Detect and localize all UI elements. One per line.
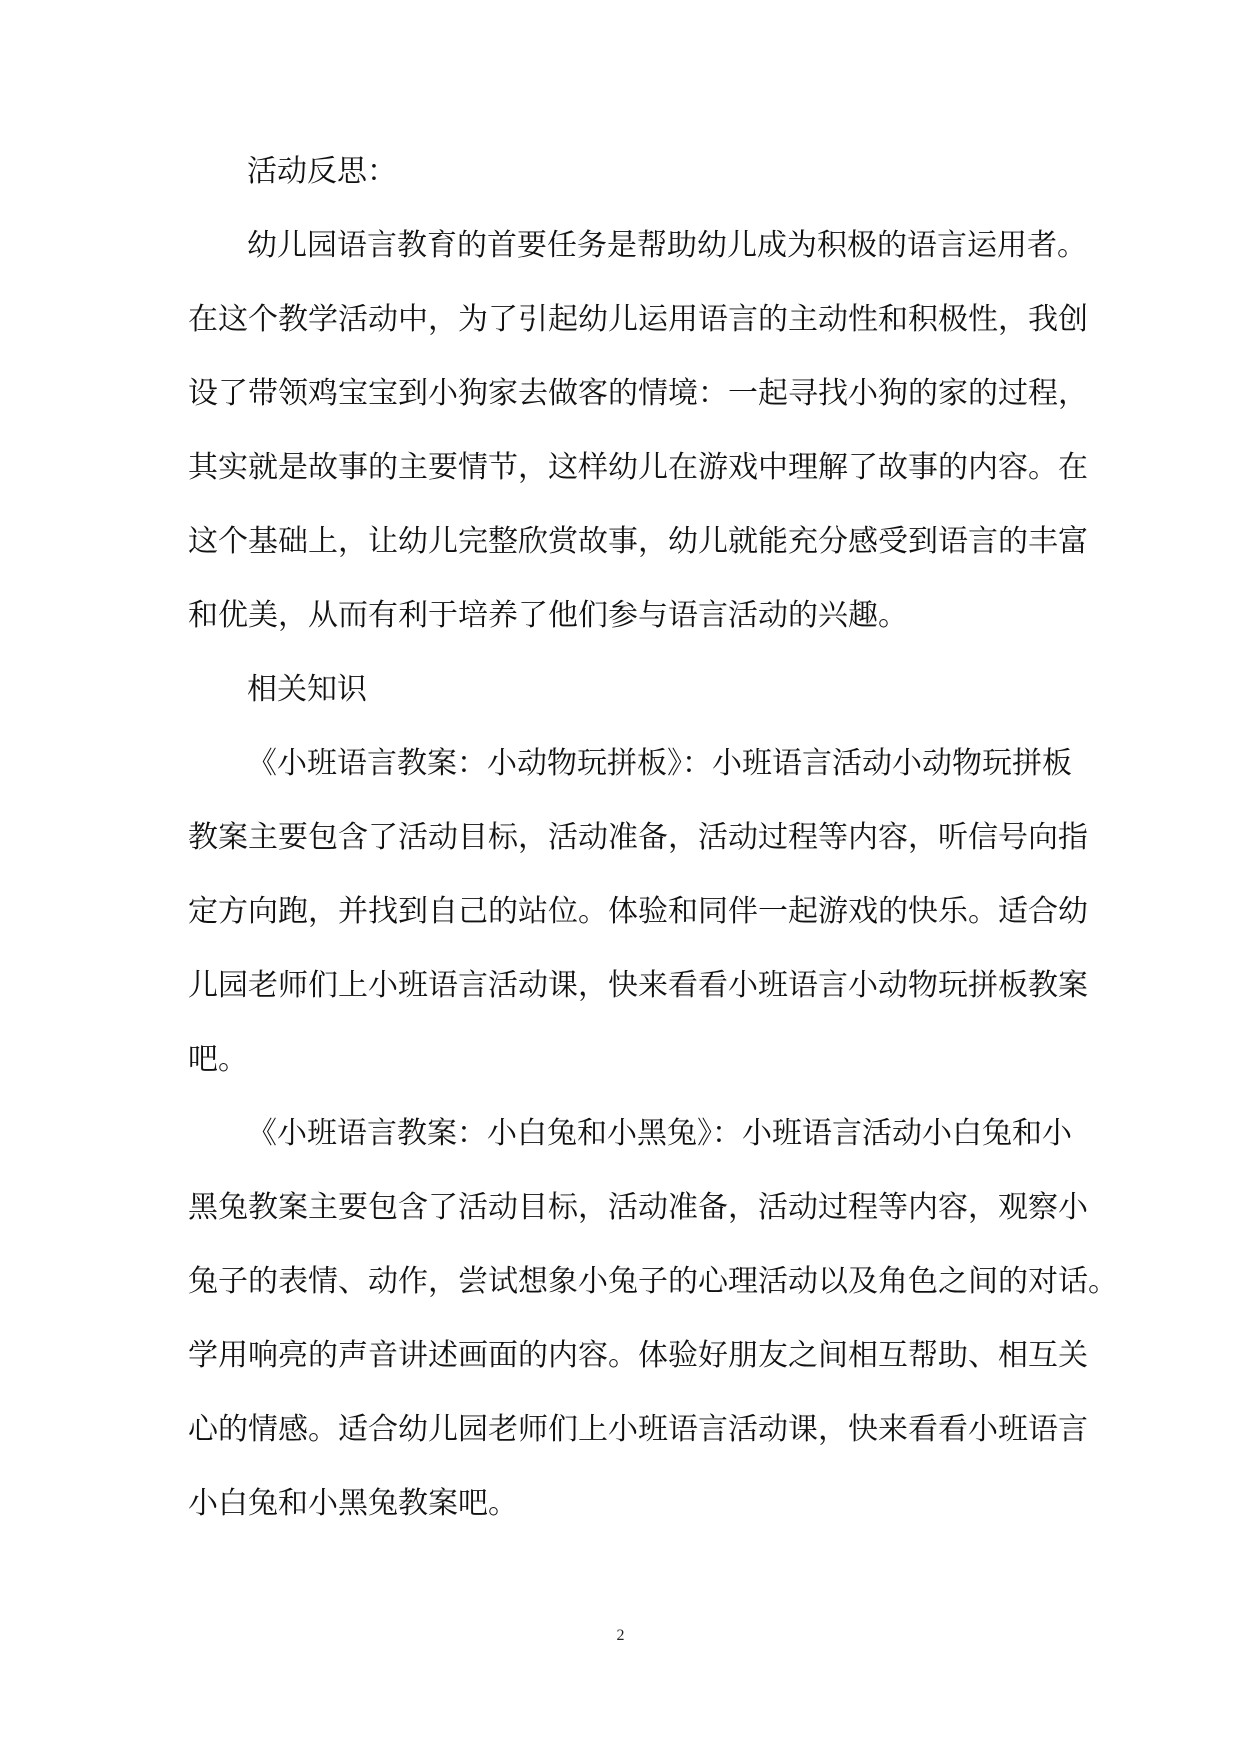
paragraph-line: 这个基础上，让幼儿完整欣赏故事，幼儿就能充分感受到语言的丰富	[188, 524, 1088, 559]
paragraph-line: 和优美，从而有利于培养了他们参与语言活动的兴趣。	[188, 598, 908, 633]
heading-related-knowledge: 相关知识	[247, 672, 367, 707]
paragraph-line: 心的情感。适合幼儿园老师们上小班语言活动课，快来看看小班语言	[188, 1412, 1088, 1447]
paragraph-line: 儿园老师们上小班语言活动课，快来看看小班语言小动物玩拼板教案	[188, 968, 1088, 1003]
paragraph-line: 在这个教学活动中，为了引起幼儿运用语言的主动性和积极性，我创	[188, 302, 1088, 337]
paragraph-line: 幼儿园语言教育的首要任务是帮助幼儿成为积极的语言运用者。	[247, 228, 1087, 263]
paragraph-line: 小白兔和小黑兔教案吧。	[188, 1486, 518, 1521]
paragraph-line: 吧。	[188, 1042, 248, 1077]
paragraph-line: 《小班语言教案：小动物玩拼板》：小班语言活动小动物玩拼板	[247, 746, 1072, 781]
paragraph-line: 黑兔教案主要包含了活动目标，活动准备，活动过程等内容，观察小	[188, 1190, 1088, 1225]
paragraph-line: 教案主要包含了活动目标，活动准备，活动过程等内容，听信号向指	[188, 820, 1088, 855]
paragraph-line: 学用响亮的声音讲述画面的内容。体验好朋友之间相互帮助、相互关	[188, 1338, 1088, 1373]
paragraph-line: 《小班语言教案：小白兔和小黑兔》：小班语言活动小白兔和小	[247, 1116, 1072, 1151]
paragraph-line: 其实就是故事的主要情节，这样幼儿在游戏中理解了故事的内容。在	[188, 450, 1088, 485]
paragraph-line: 设了带领鸡宝宝到小狗家去做客的情境：一起寻找小狗的家的过程，	[188, 376, 1088, 411]
paragraph-line: 定方向跑，并找到自己的站位。体验和同伴一起游戏的快乐。适合幼	[188, 894, 1088, 929]
page-number: 2	[616, 1627, 625, 1644]
heading-activity-reflection: 活动反思：	[247, 154, 397, 189]
paragraph-line: 兔子的表情、动作，尝试想象小兔子的心理活动以及角色之间的对话。	[188, 1264, 1118, 1299]
